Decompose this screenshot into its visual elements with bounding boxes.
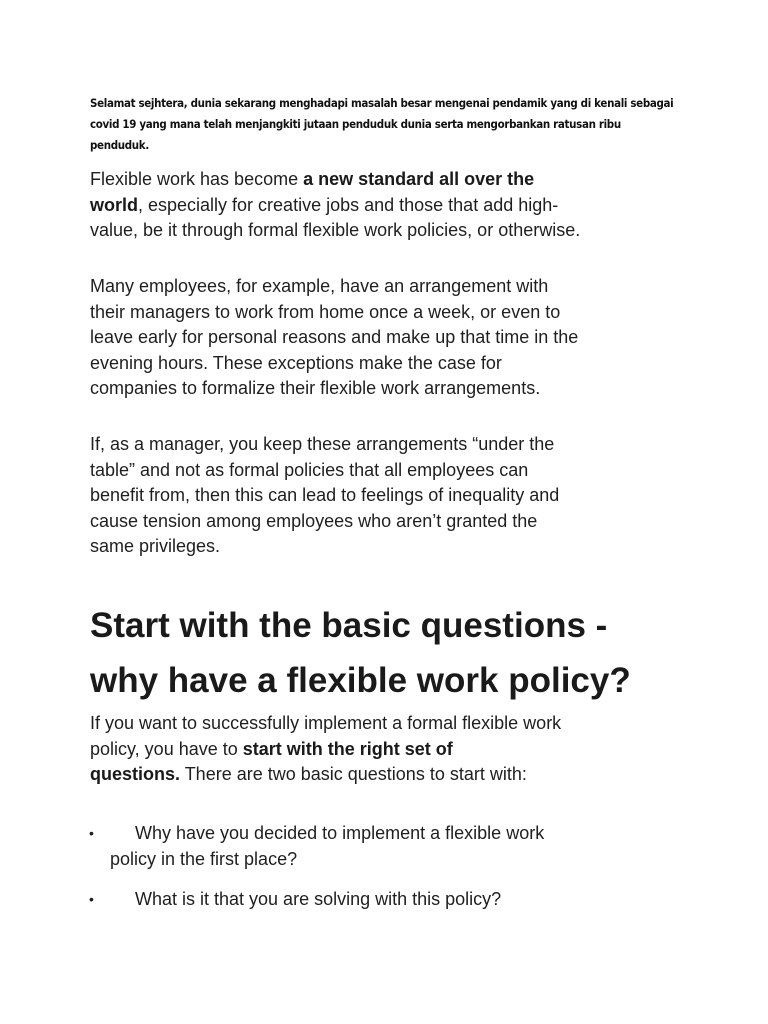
paragraph-line: their managers to work from home once a week, or even to [90,301,561,322]
paragraph-employees [90,274,690,402]
paragraph-line: value, be it through formal flexible work policies, or otherwise. [90,220,581,240]
text-run: policy, you have to [90,738,243,759]
bold-text: start with the right set of [242,738,453,759]
bullet-marker: • [89,825,94,841]
intro-line: covid 19 yang mana telah menjangkiti jutaan penduduk dunia serta mengorbankan ratusan ribu [90,118,621,131]
paragraph-line: table” and not as formal policies that all employees can [90,459,529,480]
paragraph-manager [90,432,690,560]
paragraph-line [90,167,690,193]
text-run: There are two basic questions to start with: [180,764,527,784]
intro-line: penduduk. [90,139,149,152]
paragraph-line [90,193,690,219]
paragraph-line: cause tension among employees who aren’t granted the [90,510,538,531]
paragraph-line [90,762,690,788]
paragraph-line: If, as a manager, you keep these arrangements “under the [90,434,555,454]
paragraph-flexible-work [90,167,690,244]
text-run: Flexible work has become [90,169,304,189]
bullet-marker: • [89,891,94,907]
bullet-line: What is it that you are solving with this policy? [135,889,502,909]
paragraph-line: evening hours. These exceptions make the case for [90,352,502,373]
paragraph-line: leave early for personal reasons and make up that time in the [90,327,579,347]
bold-text: a new standard all over the [303,169,535,189]
text-run: , especially for creative jobs and those that add high- [138,194,559,215]
paragraph-line: same privileges. [90,536,221,556]
bullet-text [110,887,710,913]
paragraph-line [90,737,690,763]
paragraph-line: benefit from, then this can lead to feelings of inequality and [90,485,560,505]
intro-line: Selamat sejhtera, dunia sekarang menghadapi masalah besar mengenai pendamik yang di kenali sebagai [90,97,674,110]
intro-paragraph [90,93,674,156]
bullet-line: policy in the first place? [110,848,298,869]
bullet-line: Why have you decided to implement a flexible work [135,823,545,843]
bold-text: questions. [90,764,181,784]
paragraph-line: companies to formalize their flexible work arrangements. [90,378,541,398]
heading-line: Start with the basic questions - [90,606,608,645]
paragraph-line: Many employees, for example, have an arrangement with [90,276,549,296]
bullet-text [110,821,710,872]
heading-line: why have a flexible work policy? [90,661,631,700]
paragraph-line: If you want to successfully implement a formal flexible work [90,713,562,733]
bold-text: world [90,194,138,215]
section-heading [90,598,740,708]
paragraph-implement [90,711,690,788]
